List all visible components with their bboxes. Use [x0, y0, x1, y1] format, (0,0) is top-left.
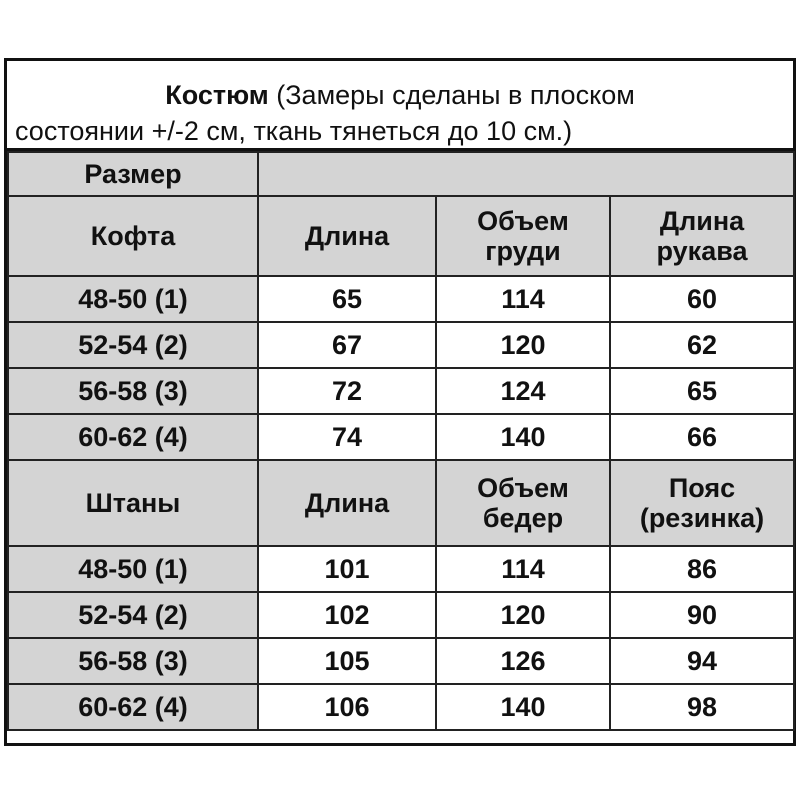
bottom-header-row-label: Штаны [8, 460, 258, 546]
table-header [7, 61, 793, 151]
header-title [7, 79, 793, 111]
table-row [8, 684, 794, 730]
column-header-line: груди [485, 236, 561, 266]
value-cell: 114 [436, 276, 610, 322]
value-cell: 102 [258, 592, 436, 638]
column-header-line: Объем [477, 206, 569, 236]
value-cell: 120 [436, 592, 610, 638]
top-header-row-label: Кофта [8, 196, 258, 276]
table-row [8, 546, 794, 592]
column-header-line: Длина [304, 488, 390, 518]
value-cell: 65 [610, 368, 794, 414]
value-cell: 72 [258, 368, 436, 414]
column-header-line: рукава [656, 236, 748, 266]
column-header-line: бедер [482, 503, 564, 533]
table-row [8, 638, 794, 684]
size-cell: 48-50 (1) [8, 546, 258, 592]
column-header [610, 196, 794, 276]
value-cell: 124 [436, 368, 610, 414]
value-cell: 94 [610, 638, 794, 684]
size-cell: 52-54 (2) [8, 322, 258, 368]
column-header [436, 460, 610, 546]
header-title-bold: Костюм [165, 80, 269, 110]
size-label-cell: Размер [8, 152, 258, 196]
table-row [8, 592, 794, 638]
size-cell: 60-62 (4) [8, 684, 258, 730]
column-header-line: Объем [477, 473, 569, 503]
size-cell: 52-54 (2) [8, 592, 258, 638]
header-subtitle: состоянии +/-2 см, ткань тянеться до 10 см.) [15, 116, 573, 146]
table-row [8, 414, 794, 460]
size-label-row [8, 152, 794, 196]
column-header-line: Длина [659, 206, 745, 236]
size-cell: 60-62 (4) [8, 414, 258, 460]
column-header [258, 196, 436, 276]
value-cell: 106 [258, 684, 436, 730]
table-row [8, 322, 794, 368]
table-row [8, 368, 794, 414]
column-header [436, 196, 610, 276]
size-label-empty-cell [258, 152, 794, 196]
size-cell: 56-58 (3) [8, 368, 258, 414]
table-row [8, 276, 794, 322]
value-cell: 65 [258, 276, 436, 322]
value-cell: 86 [610, 546, 794, 592]
size-chart [4, 58, 796, 746]
size-cell: 48-50 (1) [8, 276, 258, 322]
value-cell: 105 [258, 638, 436, 684]
value-cell: 140 [436, 684, 610, 730]
column-header-line: Пояс [668, 473, 736, 503]
value-cell: 62 [610, 322, 794, 368]
column-header-line: Длина [304, 221, 390, 251]
value-cell: 98 [610, 684, 794, 730]
value-cell: 114 [436, 546, 610, 592]
value-cell: 66 [610, 414, 794, 460]
size-table [7, 151, 795, 731]
value-cell: 60 [610, 276, 794, 322]
column-header [258, 460, 436, 546]
value-cell: 74 [258, 414, 436, 460]
value-cell: 120 [436, 322, 610, 368]
value-cell: 90 [610, 592, 794, 638]
column-header [610, 460, 794, 546]
value-cell: 67 [258, 322, 436, 368]
value-cell: 126 [436, 638, 610, 684]
value-cell: 101 [258, 546, 436, 592]
size-cell: 56-58 (3) [8, 638, 258, 684]
header-title-rest: (Замеры сделаны в плоском [268, 80, 635, 110]
value-cell: 140 [436, 414, 610, 460]
top-header-row [8, 196, 794, 276]
column-header-line: (резинка) [639, 503, 765, 533]
bottom-header-row [8, 460, 794, 546]
